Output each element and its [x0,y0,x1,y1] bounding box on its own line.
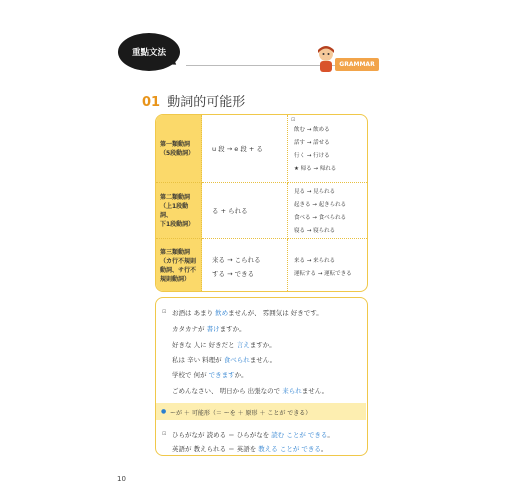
rule-cell-2 [202,183,288,239]
example-sentence-5 [172,370,248,379]
example-sentence-4 [172,355,276,364]
sentence-text: カタカナが [172,325,207,333]
example-item: 起きる → 起きられる [294,202,347,208]
bubble-text: 重點文法 [131,48,166,58]
sentence-text: 。 [327,431,334,439]
highlight-text: 言え [236,341,250,349]
sentence-text: ＝ 英語を [226,445,259,453]
sentence-text: ません。 [249,356,277,364]
category-line: （カ行不規則 [160,258,197,265]
rule-cell-1 [202,115,288,183]
section-number: 01 [142,95,161,110]
example-sentence-1 [172,308,323,317]
rule-cell-3 [202,239,288,292]
example-item: 飲む → 飲める [294,127,330,133]
example-marker-icon: ⊡ [162,309,167,315]
example-item: ★ 帰る → 帰れる [294,166,337,172]
examples-cell-1 [288,115,368,183]
category-line: 第一類動詞 [160,140,191,148]
sentence-text: ますか。 [219,325,246,333]
example-sentence-6 [172,386,328,395]
highlight-text: 来られ [282,387,302,395]
highlight-text: 読む ことが できる [271,431,328,439]
section-title-text: 動詞的可能形 [167,95,246,110]
category-line: （上1段動詞、 [160,202,189,219]
sentence-text: か。 [234,371,248,379]
sentence-text: ごめんなさい、 明日から 出張なので [172,387,283,395]
category-line: 第三類動詞 [160,249,191,256]
grammar-tag [335,58,379,71]
example-marker-icon: ⊡ [162,431,167,437]
category-cell-3 [156,239,202,292]
sentence-text: 。 [320,445,328,453]
sentence-text: 英語が [172,445,194,453]
example-marker-icon: ⊡ [291,117,296,123]
sentence-text: ひらがなが [172,431,207,439]
example-item: 話す → 話せる [294,140,330,146]
sentence-text: お酒は あまり [172,309,216,317]
category-line: 動詞、サ行不 [160,267,197,274]
sentence-text: ません。 [301,387,329,395]
rule-text: u 段 → e 段 + る [212,145,263,153]
examples-cell-3 [288,239,368,292]
category-line: 下1段動詞） [160,220,195,228]
highlight-text: できます [208,371,235,379]
sentence-text: 好きな 人に 好きだと [172,341,237,349]
example-item: 来る → 来られる [294,257,336,264]
sentence-text: 私は 辛い 料理が [172,356,224,364]
examples-cell-2 [288,183,368,239]
category-line: 第二類動詞 [160,193,191,201]
rule-text: る + られる [212,207,248,215]
rule-text: 来る → こられる [212,255,261,264]
sentence-text: ＝ ひらがなを [226,431,272,439]
category-cell-2 [156,183,202,239]
conjugation-table [155,114,368,292]
sentence-text: ますか。 [249,341,276,349]
category-line: （5段動詞） [160,149,195,157]
grammar-note [170,408,311,417]
section-title [142,91,245,110]
example-item: 行く → 行ける [294,153,330,159]
example-item: 運転する → 運転できる [294,270,352,277]
highlight-text: 食べられ [223,356,250,364]
example-sentence-8 [172,444,327,453]
grammar-note-text: ーが ＋ 可能形（＝ ーを ＋ 原形 ＋ ことが できる） [170,410,312,417]
example-item: 寝る → 寝られる [294,228,336,234]
example-sentence-2 [172,324,246,333]
highlight-text: 教える ことが できる [258,445,321,453]
grammar-tag-text: GRAMMAR [339,61,375,68]
category-cell-1 [156,115,202,183]
highlight-text: 書け [206,325,220,333]
highlight-text: 飲め [215,309,229,317]
example-item: 見る → 見られる [294,189,336,195]
sentence-text: 学校で 何が [172,371,209,379]
example-sentence-7 [172,430,334,439]
bullet-icon: ● [161,408,167,415]
page-number: 10 [117,475,126,483]
example-sentences-box [155,297,368,456]
sentence-text: 読める [206,431,227,439]
category-line: 規則動詞） [160,276,191,283]
sentence-text: 教えられる [193,445,227,453]
rule-text: する → できる [212,269,255,278]
example-sentence-3 [172,340,276,349]
sentence-text: ませんが、 雰囲気は 好きです。 [228,309,323,317]
example-item: 食べる → 食べられる [294,215,347,221]
